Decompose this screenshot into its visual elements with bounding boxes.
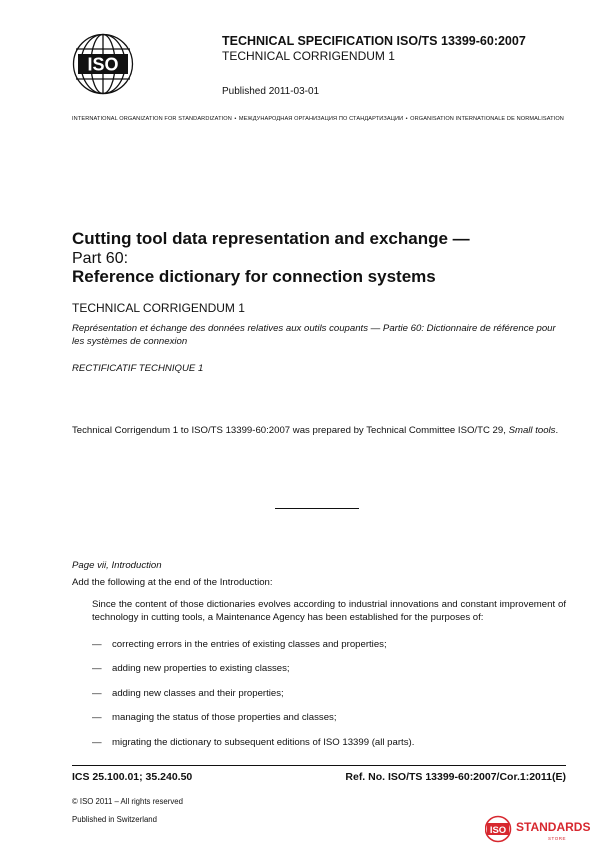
document-title-part: Part 60: bbox=[72, 250, 129, 267]
dash-icon: — bbox=[92, 737, 102, 748]
technical-corrigendum-heading: TECHNICAL CORRIGENDUM 1 bbox=[72, 301, 245, 315]
published-in: Published in Switzerland bbox=[72, 815, 157, 824]
reference-number: Ref. No. ISO/TS 13399-60:2007/Cor.1:2011(E) bbox=[345, 771, 566, 783]
list-item: — adding new properties to existing classes; bbox=[92, 663, 290, 674]
dash-icon: — bbox=[92, 712, 102, 723]
list-item: — managing the status of those properties and classes; bbox=[92, 712, 337, 723]
dash-icon: — bbox=[92, 639, 102, 650]
dash-icon: — bbox=[92, 663, 102, 674]
list-item: — migrating the dictionary to subsequent editions of ISO 13399 (all parts). bbox=[92, 737, 415, 748]
org-russian: МЕЖДУНАРОДНАЯ ОРГАНИЗАЦИЯ ПО СТАНДАРТИЗАЦИИ bbox=[238, 116, 404, 122]
ics-code: ICS 25.100.01; 35.240.50 bbox=[72, 771, 193, 783]
org-french: ORGANISATION INTERNATIONALE DE NORMALISATION bbox=[410, 116, 564, 122]
list-item: — adding new classes and their properties; bbox=[92, 688, 284, 699]
rectificatif-heading: RECTIFICATIF TECHNIQUE 1 bbox=[72, 363, 204, 374]
document-title-line3: Reference dictionary for connection systems bbox=[72, 267, 436, 286]
instruction-line: Add the following at the end of the Introduction: bbox=[72, 577, 273, 588]
svg-text:STORE: STORE bbox=[548, 836, 566, 841]
preparation-text: Technical Corrigendum 1 to ISO/TS 13399-60:2007 was prepared by Technical Committee ISO/TC 29, bbox=[72, 425, 509, 436]
iso-standards-store-logo bbox=[485, 814, 595, 844]
svg-text:ISO: ISO bbox=[489, 824, 507, 836]
footer-rule bbox=[72, 765, 566, 766]
org-separator: • bbox=[405, 116, 408, 122]
iso-logo bbox=[72, 33, 134, 95]
svg-text:STANDARDS: STANDARDS bbox=[516, 820, 591, 834]
published-date: Published 2011-03-01 bbox=[222, 86, 320, 97]
preparation-end: . bbox=[555, 425, 559, 436]
spec-title: TECHNICAL SPECIFICATION ISO/TS 13399-60:2007 bbox=[222, 34, 526, 48]
dash-icon: — bbox=[92, 688, 102, 699]
document-title-line1: Cutting tool data representation and exchange — bbox=[72, 229, 470, 248]
organization-line bbox=[72, 116, 564, 122]
org-english: INTERNATIONAL ORGANIZATION FOR STANDARDIZATION bbox=[72, 116, 232, 122]
preparation-paragraph bbox=[72, 424, 566, 437]
body-paragraph: Since the content of those dictionaries evolves according to industrial innovations and constant improvement of technology in cutting tools, a Maintenance Agency has been established for the purposes of: bbox=[92, 599, 566, 623]
list-item: — correcting errors in the entries of existing classes and properties; bbox=[92, 639, 387, 650]
section-reference: Page vii, Introduction bbox=[72, 560, 162, 571]
copyright: © ISO 2011 – All rights reserved bbox=[72, 797, 183, 806]
committee-name: Small tools bbox=[508, 425, 556, 436]
org-separator: • bbox=[234, 116, 237, 122]
corrigendum-header: TECHNICAL CORRIGENDUM 1 bbox=[222, 49, 395, 63]
divider bbox=[275, 508, 359, 509]
svg-text:ISO: ISO bbox=[87, 54, 119, 75]
french-title: Représentation et échange des données relatives aux outils coupants — Partie 60: Dictionnaire de référence pour les systèmes de connexion bbox=[72, 323, 556, 347]
